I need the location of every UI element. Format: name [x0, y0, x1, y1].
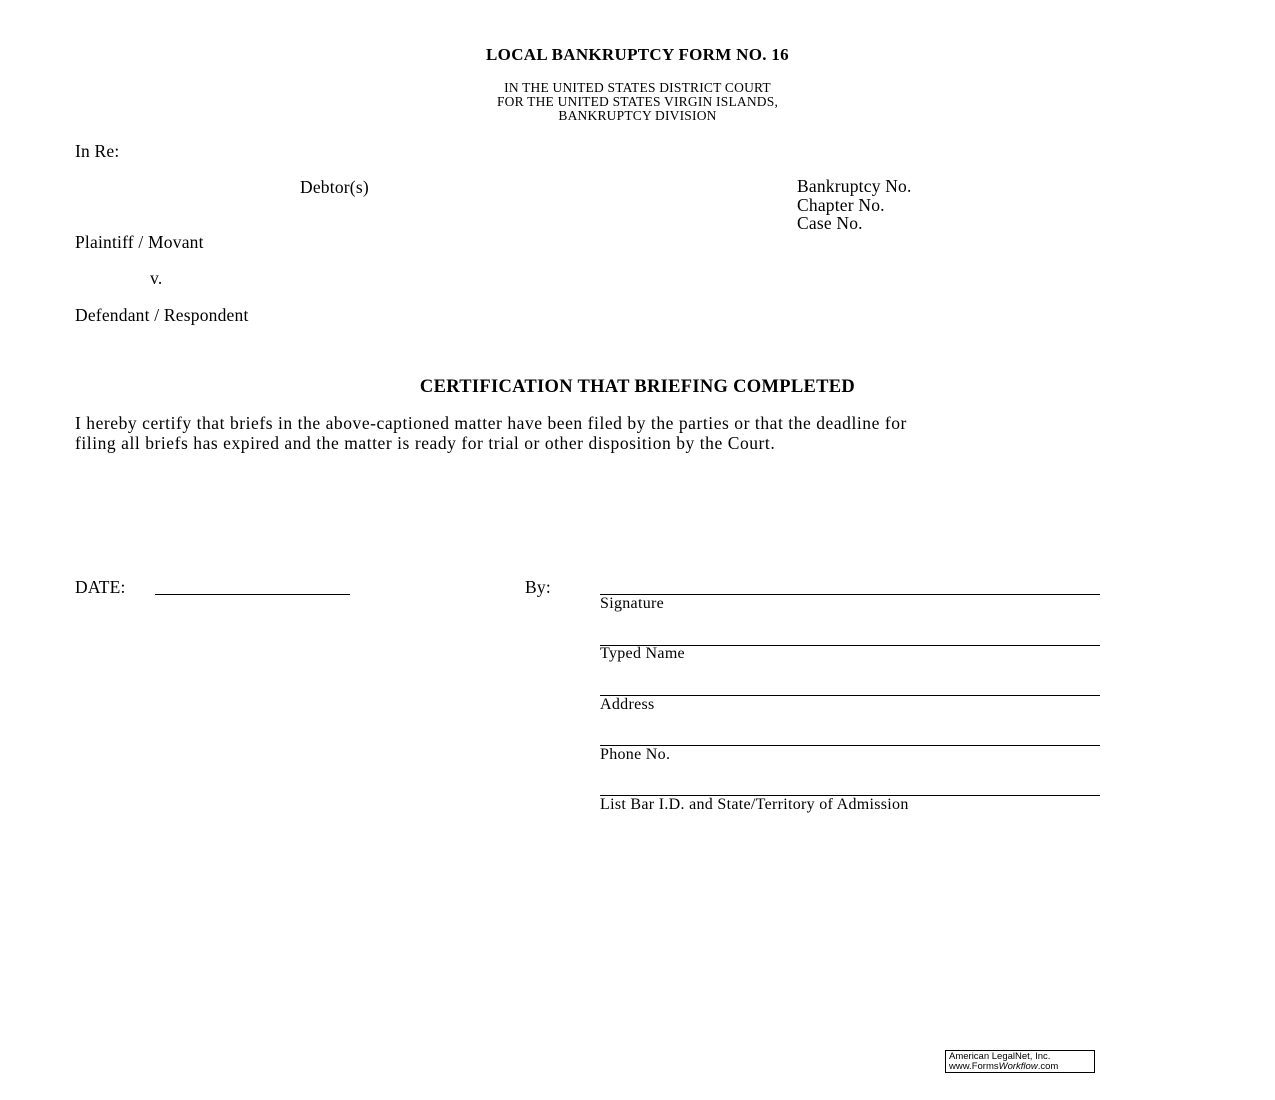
phone-label: Phone No. [600, 746, 671, 763]
defendant-label: Defendant / Respondent [75, 305, 249, 325]
document-heading: CERTIFICATION THAT BRIEFING COMPLETED [419, 377, 856, 397]
certification-text [75, 414, 1195, 453]
address-field[interactable] [600, 695, 1100, 696]
publisher-stamp [945, 1050, 1095, 1073]
by-label: By: [525, 577, 551, 597]
in-re-label: In Re: [75, 141, 120, 161]
court-line: BANKRUPTCY DIVISION [558, 108, 717, 123]
publisher-url [949, 1062, 1094, 1072]
signature-field[interactable] [600, 594, 1100, 595]
court-line: FOR THE UNITED STATES VIRGIN ISLANDS, [496, 94, 779, 109]
court-line: IN THE UNITED STATES DISTRICT COURT [504, 80, 771, 95]
publisher-url-suffix: .com [1037, 1061, 1059, 1072]
publisher-name: American LegalNet, Inc. [949, 1051, 1051, 1062]
signature-label: Signature [600, 595, 665, 612]
address-label: Address [600, 696, 655, 713]
publisher-url-italic: Workflow [998, 1061, 1038, 1072]
plaintiff-label: Plaintiff / Movant [75, 232, 204, 252]
certification-line: I hereby certify that briefs in the above-captioned matter have been filed by the parties or that the deadline for [75, 413, 907, 433]
form-title: LOCAL BANKRUPTCY FORM NO. 16 [486, 45, 789, 64]
versus-label: v. [150, 268, 163, 288]
date-field[interactable] [155, 594, 350, 595]
bankruptcy-no-label: Bankruptcy No. [797, 176, 912, 196]
case-number-block [797, 177, 912, 233]
court-heading [0, 81, 1275, 123]
date-label: DATE: [75, 577, 126, 597]
bar-id-label: List Bar I.D. and State/Territory of Admission [600, 796, 909, 813]
debtor-label: Debtor(s) [300, 177, 369, 197]
publisher-url-prefix: www.Forms [949, 1061, 999, 1072]
chapter-no-label: Chapter No. [797, 194, 885, 215]
certification-line: filing all briefs has expired and the matter is ready for trial or other disposition by the Court. [75, 432, 776, 453]
typed-name-label: Typed Name [600, 645, 685, 662]
case-no-label: Case No. [797, 213, 863, 233]
phone-field[interactable] [600, 745, 1100, 746]
